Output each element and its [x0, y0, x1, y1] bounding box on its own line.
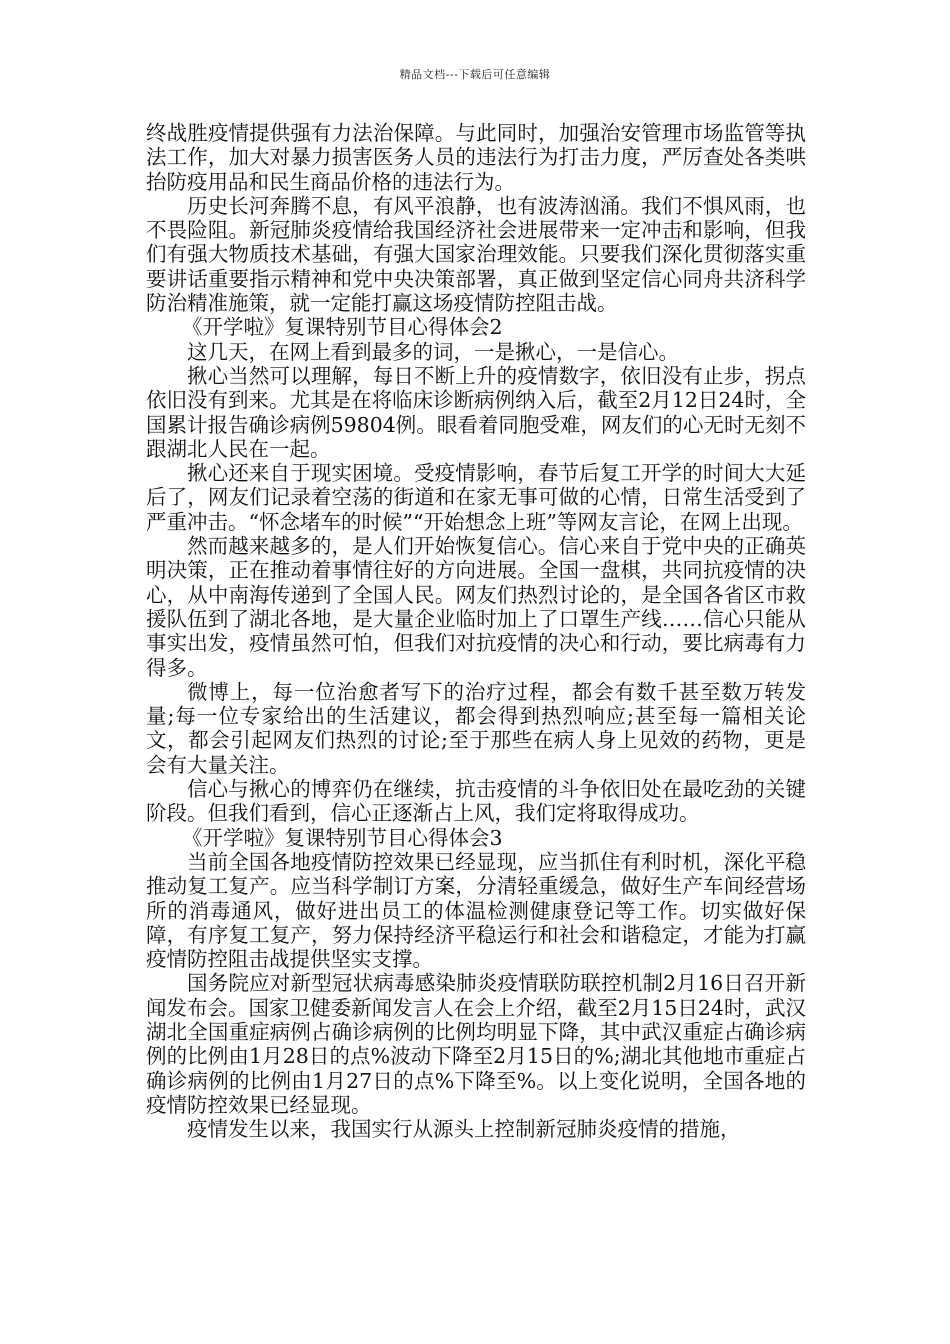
- section-title: 《开学啦》复课特别节目心得体会3: [182, 825, 503, 850]
- paragraph: 历史长河奔腾不息，有风平浪静，也有波涛汹涌。我们不惧风雨，也不畏险阻。新冠肺炎疫情给我国经济社会进展带来一定冲击和影响，但我们有强大物质技术基础，有强大国家治理效能。只要我们深化贯彻落实重要讲话重要指示精神和党中央决策部署，真正做到坚定信心同舟共济科学防治精准施策，就一定能打赢这场疫情防控阻击战。: [146, 193, 806, 316]
- page-header: 精品文档---下载后可任意编辑: [399, 68, 551, 81]
- paragraph: 这几天，在网上看到最多的词，一是揪心，一是信心。: [187, 339, 679, 364]
- paragraph: 当前全国各地疫情防控效果已经显现，应当抓住有利时机，深化平稳推动复工复产。应当科学制订方案，分清轻重缓急，做好生产车间经营场所的消毒通风，做好进出员工的体温检测健康登记等工作。切实做好保障，有序复工复产，努力保持经济平稳运行和社会和谐稳定，才能为打赢疫情防控阻击战提供坚实支撑。: [146, 849, 806, 972]
- paragraph: 疫情发生以来，我国实行从源头上控制新冠肺炎疫情的措施，: [187, 1117, 741, 1142]
- paragraph: 国务院应对新型冠状病毒感染肺炎疫情联防联控机制2月16日召开新闻发布会。国家卫健委新闻发言人在会上介绍，截至2月15日24时，武汉湖北全国重症病例占确诊病例的比例均明显下降，其中武汉重症占确诊病例的比例由1月28日的点%波动下降至2月15日的%;湖北其他地市重症占确诊病例的比例由1月27日的点%下降至%。以上变化说明，全国各地的疫情防控效果已经显现。: [146, 971, 806, 1117]
- document-body: [146, 121, 806, 1141]
- paragraph: 揪心当然可以理解，每日不断上升的疫情数字，依旧没有止步，拐点依旧没有到来。尤其是在将临床诊断病例纳入后，截至2月12日24时，全国累计报告确诊病例59804例。眼看着同胞受难，网友们的心无时无刻不跟湖北人民在一起。: [146, 363, 806, 461]
- paragraph: 然而越来越多的，是人们开始恢复信心。信心来自于党中央的正确英明决策，正在推动着事情往好的方向进展。全国一盘棋，共同抗疫情的决心，从中南海传递到了全国人民。网友们热烈讨论的，是全国各省区市救援队伍到了湖北各地，是大量企业临时加上了口罩生产线……信心只能从事实出发，疫情虽然可怕，但我们对抗疫情的决心和行动，要比病毒有力得多。: [146, 534, 806, 680]
- paragraph: 终战胜疫情提供强有力法治保障。与此同时，加强治安管理市场监管等执法工作，加大对暴力损害医务人员的违法行为打击力度，严厉查处各类哄抬防疫用品和民生商品价格的违法行为。: [146, 121, 806, 194]
- section-title: 《开学啦》复课特别节目心得体会2: [182, 315, 503, 340]
- paragraph: 微博上，每一位治愈者写下的治疗过程，都会有数千甚至数万转发量;每一位专家给出的生活建议，都会得到热烈响应;甚至每一篇相关论文，都会引起网友们热烈的讨论;至于那些在病人身上见效的药物，更是会有大量关注。: [146, 679, 806, 777]
- paragraph: 揪心还来自于现实困境。受疫情影响，春节后复工开学的时间大大延后了，网友们记录着空荡的街道和在家无事可做的心情，日常生活受到了严重冲击。“怀念堵车的时候”“开始想念上班”等网友言论，在网上出现。: [146, 461, 806, 534]
- paragraph: 信心与揪心的博弈仍在继续，抗击疫情的斗争依旧处在最吃劲的关键阶段。但我们看到，信心正逐渐占上风，我们定将取得成功。: [146, 777, 806, 826]
